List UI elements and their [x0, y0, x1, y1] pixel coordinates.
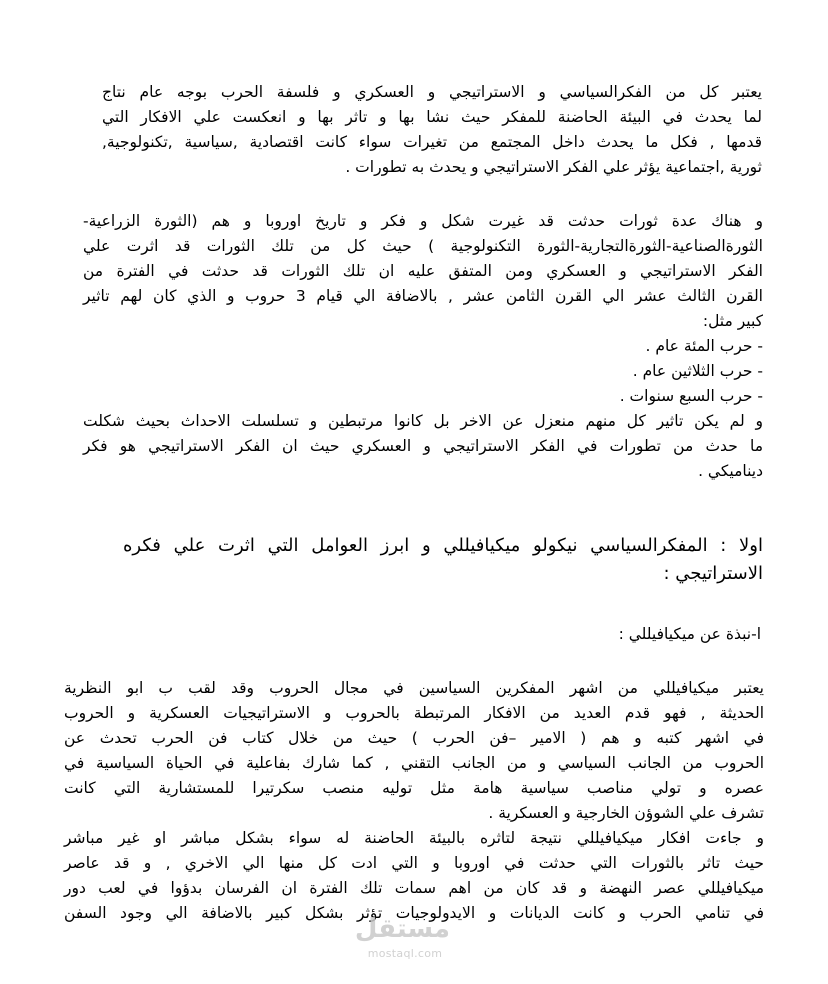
heading-line: اولا : المفكرالسياسي نيكولو ميكيافيللي و ابرز العوامل التي اثرت علي فكره [123, 535, 763, 556]
text-line: الحروب من الجانب السياسي و من الجانب التقني , كما شارك بفاعلية في الحياة السياسية في [64, 754, 764, 772]
text-line: ميكيافيللي عصر النهضة و قد كان من اهم سمات تلك الفترة ان الفرسان بدؤوا في لعب دور [64, 879, 764, 897]
subsection-heading [619, 622, 761, 647]
text-line: القرن الثالث عشر الي القرن الثامن عشر , بالاضافة الي قيام 3 حروب و الذي كان لهم تاثير [83, 287, 763, 305]
text-line: كبير مثل: [702, 312, 763, 330]
watermark-latin: mostaql.com [367, 947, 443, 960]
heading-line: ا-نبذة عن ميكيافيللي : [618, 625, 761, 643]
text-line: و لم يكن تاثير كل منهم منعزل عن الاخر بل كانوا مرتبطين و تسلسلت الاحداث بحيث شكلت [83, 412, 763, 430]
text-line: و جاءت افكار ميكيافيللي نتيجة لتاثره بالبيئة الحاضنة له سواء بشكل مباشر او غير مباشر [64, 829, 764, 847]
paragraph-revolutions [83, 209, 763, 484]
watermark-arabic: مستقل [354, 914, 450, 944]
text-line: الثورةالصناعية-الثورةالتجارية-الثورة التكنولوجية ) حيث كل من تلك الثورات قد اثرت علي [83, 237, 763, 255]
text-line: قدمها , فكل ما يحدث داخل المجتمع من تغيرات سواء كانت اقتصادية ,سياسية ,تكنولوجية, [102, 133, 762, 151]
text-line: يعتبر كل من الفكرالسياسي و الاستراتيجي و العسكري و فلسفة الحرب بوجه عام نتاج [102, 83, 762, 101]
text-line: و هناك عدة ثورات حدثت قد غيرت شكل و فكر و تاريخ اوروبا و هم (الثورة الزراعية- [83, 212, 763, 230]
text-line: تشرف علي الشوؤن الخارجية و العسكرية . [488, 804, 764, 822]
paragraph-machiavelli-bio [64, 676, 764, 826]
text-line: يعتبر ميكيافيللي من اشهر المفكرين السياسين في مجال الحروب وقد لقب ب ابو النظرية [64, 679, 764, 697]
heading-line: الاستراتيجي : [663, 563, 763, 584]
watermark-logo [354, 912, 450, 982]
text-line: ثورية ,اجتماعية يؤثر علي الفكر الاستراتيجي و يحدث به تطورات . [345, 158, 762, 176]
list-item: - حرب المئة عام . [645, 337, 763, 355]
text-line: ديناميكي . [698, 462, 763, 480]
list-item: - حرب الثلاثين عام . [632, 362, 763, 380]
text-line: في اشهر كتبه و هم ( الامير –فن الحرب ) حيث من خلال كتاب فن الحرب تحدث عن [64, 729, 764, 747]
text-line: في تنامي الحرب و كانت الديانات و الايدولوجيات تؤثر بشكل كبير بالاضافة الي وجود السفن [64, 904, 764, 922]
text-line: الحديثة , فهو قدم العديد من الافكار المرتبطة بالحروب و الاستراتيجيات العسكرية و الحروب [64, 704, 764, 722]
text-line: لما يحدث في البيئة الحاضنة للمفكر حيث نشا بها و تاثر بها و انعكست علي الافكار التي [102, 108, 762, 126]
paragraph-intro [102, 80, 762, 180]
text-line: الفكر الاستراتيجي و العسكري ومن المتفق عليه ان تلك الثورات قد حدثت في الفترة من [83, 262, 763, 280]
section-heading [123, 532, 763, 588]
text-line: عصره و تولي مناصب سياسية هامة مثل توليه منصب سكرتيرا للمستشارية التي كانت [64, 779, 764, 797]
text-line: حيث تاثر بالثورات التي حدثت في اوروبا و التي ادت كل منها الي الاخري , و قد عاصر [64, 854, 764, 872]
paragraph-machiavelli-ideas [64, 826, 764, 926]
text-line: ما حدث من تطورات في الفكر الاستراتيجي و العسكري حيث ان الفكر الاستراتيجي هو فكر [83, 437, 763, 455]
list-item: - حرب السبع سنوات . [619, 387, 763, 405]
